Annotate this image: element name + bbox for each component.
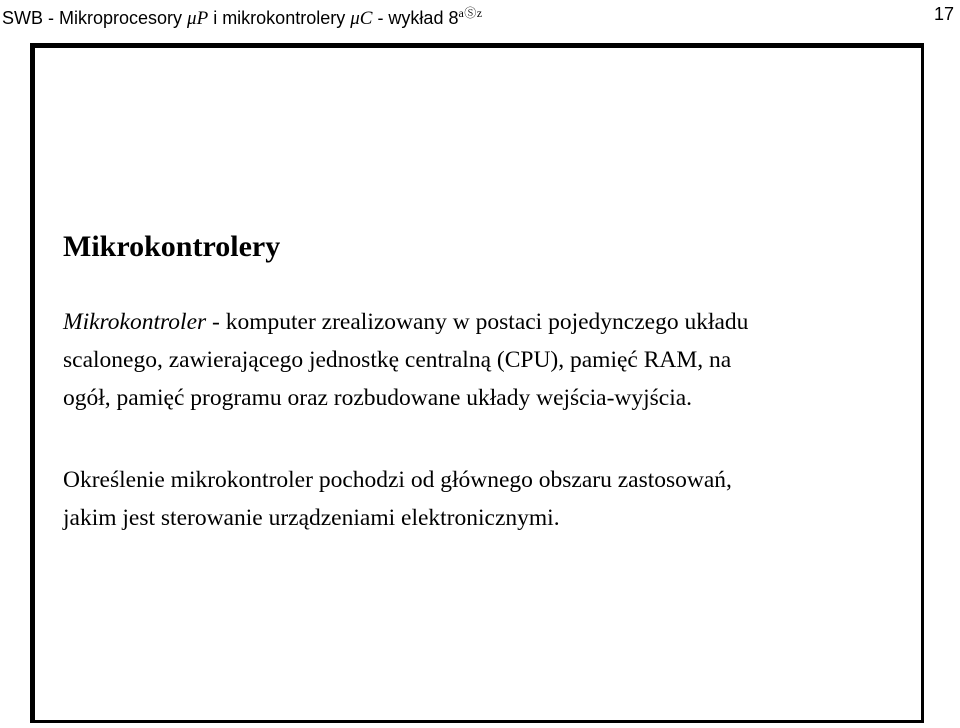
origin-line-1: Określenie mikrokontroler pochodzi od głównego obszaru zastosowań, bbox=[63, 467, 732, 493]
header-superscript: aⓈz bbox=[458, 6, 483, 20]
slide-title: Mikrokontrolery bbox=[63, 230, 281, 263]
definition-paragraph bbox=[63, 303, 748, 417]
defined-term: Mikrokontroler bbox=[63, 309, 207, 335]
page-number: 17 bbox=[933, 4, 954, 24]
header-prefix: SWB - Mikroprocesory bbox=[2, 8, 188, 28]
header-mu-p: μP bbox=[187, 8, 209, 29]
origin-line-2: jakim jest sterowanie urządzeniami elektronicznymi. bbox=[63, 505, 560, 531]
header-suffix: - wykład 8 bbox=[372, 8, 459, 28]
header-middle: i mikrokontrolery bbox=[208, 8, 351, 28]
origin-paragraph bbox=[63, 461, 732, 537]
header-mu-c: μC bbox=[350, 8, 373, 29]
definition-line-2: scalonego, zawierającego jednostkę centralną (CPU), pamięć RAM, na bbox=[63, 347, 732, 373]
definition-line-1 bbox=[63, 303, 748, 341]
page-header bbox=[0, 0, 960, 34]
definition-line-1-rest: - komputer zrealizowany w postaci pojedynczego układu bbox=[206, 309, 749, 335]
definition-line-3: ogół, pamięć programu oraz rozbudowane układy wejścia-wyjścia. bbox=[63, 385, 693, 411]
header-title bbox=[2, 4, 483, 30]
